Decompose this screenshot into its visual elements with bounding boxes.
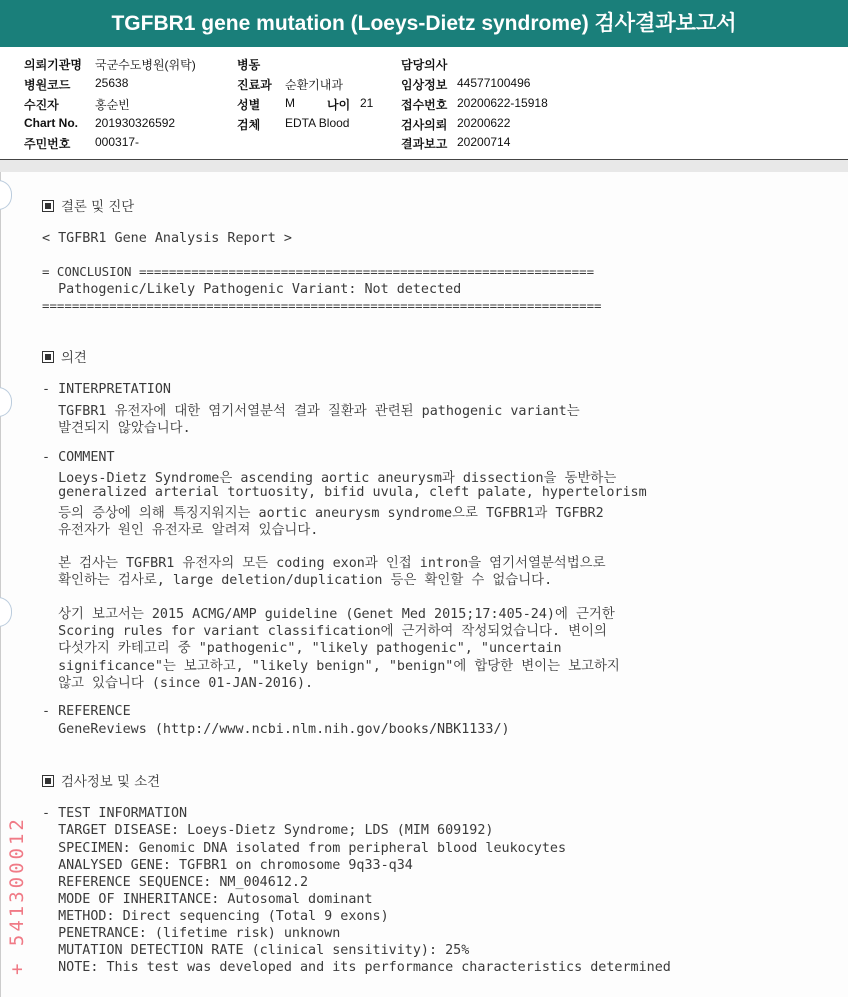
test-info-line: PENETRANCE: (lifetime risk) unknown (42, 926, 341, 941)
value-hospital-code: 25638 (95, 76, 129, 90)
value-chart-no: 201930326592 (95, 116, 176, 130)
value-patient-name: 홍순빈 (95, 98, 130, 112)
test-info-line: METHOD: Direct sequencing (Total 9 exons) (42, 909, 389, 924)
label-test-request: 검사의뢰 (401, 118, 448, 132)
label-physician: 담당의사 (401, 58, 448, 72)
label-requesting-institution: 의뢰기관명 (24, 58, 82, 72)
conclusion-line: = CONCLUSION ============================================================= (42, 264, 595, 279)
label-hospital-code: 병원코드 (24, 78, 71, 92)
section-opinion-title: 의견 (61, 351, 87, 366)
test-info-line: SPECIMEN: Genomic DNA isolated from peripheral blood leukocytes (42, 841, 567, 856)
comment-line: 다섯가지 카테고리 중 "pathogenic", "likely pathogenic", "uncertain (42, 641, 562, 656)
value-resident-no: 000317- (95, 135, 140, 149)
barcode-stamp: + 541300012 (6, 816, 28, 975)
label-resident-no: 주민번호 (24, 137, 71, 151)
reference-heading: - REFERENCE (42, 704, 131, 719)
checkbox-icon (42, 775, 54, 787)
value-specimen: EDTA Blood (285, 116, 350, 130)
section-testinfo-heading (42, 771, 160, 790)
punch-hole (0, 597, 12, 627)
value-receipt-no: 20200622-15918 (457, 96, 548, 110)
label-chart-no: Chart No. (24, 116, 78, 130)
test-info-line: MUTATION DETECTION RATE (clinical sensitivity): 25% (42, 943, 470, 958)
value-department: 순환기내과 (285, 78, 343, 92)
checkbox-icon (42, 200, 54, 212)
test-info-heading: - TEST INFORMATION (42, 806, 188, 821)
section-conclusion-title: 결론 및 진단 (61, 200, 135, 215)
comment-line: 않고 있습니다 (since 01-JAN-2016). (42, 676, 314, 691)
label-patient-name: 수진자 (24, 98, 59, 112)
comment-line: 본 검사는 TGFBR1 유전자의 모든 coding exon과 인접 intron을 염기서열분석법으로 (42, 556, 606, 571)
interpretation-line: TGFBR1 유전자에 대한 염기서열분석 결과 질환과 관련된 pathogenic variant는 (42, 404, 580, 419)
comment-line: Loeys-Dietz Syndrome은 ascending aortic aneurysm과 dissection을 동반하는 (42, 471, 617, 486)
comment-line: generalized arterial tortuosity, bifid uvula, cleft palate, hypertelorism (42, 485, 647, 500)
value-clinical-info: 44577100496 (457, 76, 531, 90)
test-info-line: TARGET DISEASE: Loeys-Dietz Syndrome; LDS (MIM 609192) (42, 823, 494, 838)
comment-line: 확인하는 검사로, large deletion/duplication 등은 확인할 수 없습니다. (42, 573, 553, 588)
test-info-line: ANALYSED GENE: TGFBR1 on chromosome 9q33-q34 (42, 858, 413, 873)
patient-header (0, 47, 848, 160)
label-ward: 병동 (237, 58, 261, 72)
label-department: 진료과 (237, 78, 272, 92)
value-result-report: 20200714 (457, 135, 511, 149)
test-info-line: MODE OF INHERITANCE: Autosomal dominant (42, 892, 373, 907)
report-title: TGFBR1 gene mutation (Loeys-Dietz syndrome) 검사결과보고서 (0, 0, 848, 47)
section-testinfo-title: 검사정보 및 소견 (61, 775, 161, 790)
label-specimen: 검체 (237, 118, 261, 132)
comment-line: significance"는 보고하고, "likely benign", "benign"에 합당한 변이는 보고하지 (42, 659, 620, 674)
interpretation-heading: - INTERPRETATION (42, 382, 171, 397)
value-requesting-institution: 국군수도병원(위탁) (95, 58, 196, 72)
punch-hole (0, 180, 12, 210)
section-conclusion-heading (42, 196, 134, 215)
page-gap (0, 160, 848, 172)
punch-hole (0, 387, 12, 417)
comment-line: 유전자가 원인 유전자로 알려져 있습니다. (42, 523, 319, 538)
test-info-line: NOTE: This test was developed and its performance characteristics determined (42, 960, 671, 975)
comment-line: 등의 증상에 의해 특징지워지는 aortic aneurysm syndrome으로 TGFBR1과 TGFBR2 (42, 506, 604, 521)
label-age: 나이 (327, 98, 351, 112)
conclusion-rule: =========================================================================== (42, 298, 602, 313)
interpretation-line: 발견되지 않았습니다. (42, 421, 191, 436)
comment-line: Scoring rules for variant classification에 근거하여 작성되었습니다. 변이의 (42, 624, 607, 639)
label-clinical-info: 임상정보 (401, 78, 448, 92)
section-opinion-heading (42, 347, 87, 366)
value-test-request: 20200622 (457, 116, 511, 130)
comment-line: 상기 보고서는 2015 ACMG/AMP guideline (Genet Med 2015;17:405-24)에 근거한 (42, 607, 615, 622)
label-result-report: 결과보고 (401, 137, 448, 151)
test-info-line: REFERENCE SEQUENCE: NM_004612.2 (42, 875, 309, 890)
report-heading: < TGFBR1 Gene Analysis Report > (42, 231, 292, 246)
value-sex: M (285, 96, 295, 110)
comment-heading: - COMMENT (42, 450, 115, 465)
label-receipt-no: 접수번호 (401, 98, 448, 112)
reference-line: GeneReviews (http://www.ncbi.nlm.nih.gov/books/NBK1133/) (42, 722, 510, 737)
checkbox-icon (42, 351, 54, 363)
label-sex: 성별 (237, 98, 261, 112)
conclusion-text: Pathogenic/Likely Pathogenic Variant: Not detected (42, 282, 462, 297)
value-age: 21 (360, 96, 374, 110)
